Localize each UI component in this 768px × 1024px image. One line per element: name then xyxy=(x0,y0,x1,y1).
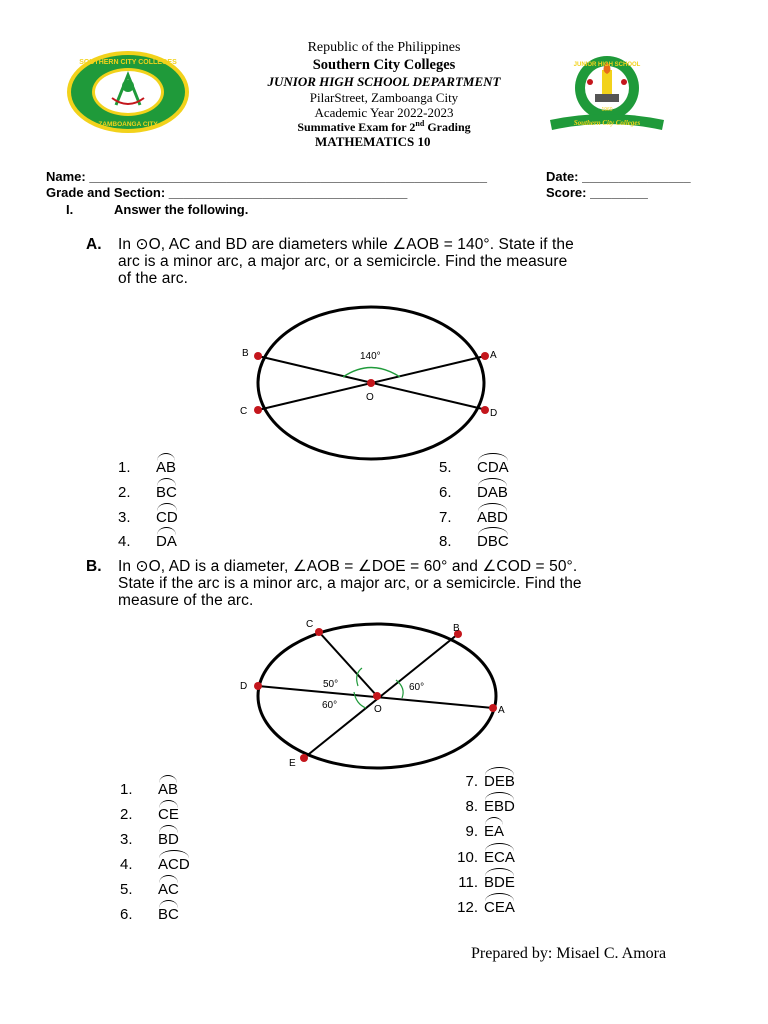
svg-text:Southern City Colleges: Southern City Colleges xyxy=(573,119,641,127)
header-subject: MATHEMATICS 10 xyxy=(315,134,431,149)
part-a-item: 4. DA xyxy=(118,530,177,550)
part-a-letter: A. xyxy=(86,236,102,253)
part-b-item: 4. ACD xyxy=(120,853,190,873)
point-a xyxy=(481,352,489,360)
point-d xyxy=(481,406,489,414)
part-a-line2: arc is a minor arc, a major arc, or a semicircle. Find the measure xyxy=(118,253,568,270)
svg-text:B: B xyxy=(453,623,460,634)
part-b-item: 9. EA xyxy=(430,820,504,840)
svg-text:ZAMBOANGA CITY: ZAMBOANGA CITY xyxy=(98,121,158,128)
part-b-line2: State if the arc is a minor arc, a major arc, or a semicircle. Find the xyxy=(118,575,582,592)
part-a-item: 8. DBC xyxy=(439,530,509,550)
header-school-name: Southern City Colleges xyxy=(312,57,456,73)
part-b-item: 7. DEB xyxy=(430,770,515,790)
svg-text:SOUTHERN CITY COLLEGES: SOUTHERN CITY COLLEGES xyxy=(79,59,177,66)
part-a-item: 5. CDA xyxy=(439,456,509,476)
part-a-item: 2. BC xyxy=(118,481,177,501)
svg-text:C: C xyxy=(240,406,248,417)
point-c xyxy=(315,628,323,636)
point-b xyxy=(254,352,262,360)
svg-text:O: O xyxy=(366,392,374,403)
part-b-item: 6. BC xyxy=(120,903,179,923)
svg-text:A: A xyxy=(490,350,497,361)
svg-text:JUNIOR HIGH SCHOOL: JUNIOR HIGH SCHOOL xyxy=(573,62,641,68)
svg-text:D: D xyxy=(240,681,248,692)
part-b-item: 10. ECA xyxy=(430,846,515,866)
point-a xyxy=(489,704,497,712)
svg-text:1960: 1960 xyxy=(601,107,613,113)
part-b-line3: measure of the arc. xyxy=(118,592,254,609)
score-field[interactable]: Score: ________ xyxy=(546,185,648,200)
part-b-letter: B. xyxy=(86,558,102,575)
svg-text:60°: 60° xyxy=(409,682,425,693)
header-address: PilarStreet, Zamboanga City xyxy=(309,90,459,105)
part-a-item: 6. DAB xyxy=(439,481,508,501)
section-number: I. xyxy=(66,202,74,217)
part-b-item: 3. BD xyxy=(120,828,179,848)
part-b-item: 5. AC xyxy=(120,878,179,898)
prepared-by: Prepared by: Misael C. Amora xyxy=(471,945,667,962)
part-b-item: 11. BDE xyxy=(430,871,515,891)
part-b-circle-diagram xyxy=(236,616,516,772)
point-o xyxy=(373,692,381,700)
part-a-line3: of the arc. xyxy=(118,270,189,287)
point-d xyxy=(254,682,262,690)
point-o xyxy=(367,379,375,387)
part-a-item: 7. ABD xyxy=(439,506,508,526)
angle-label: 140° xyxy=(360,351,381,362)
svg-text:60°: 60° xyxy=(322,700,338,711)
part-a-line1: In ⊙O, AC and BD are diameters while ∠AOB = 140°. State if the xyxy=(118,236,574,253)
header-exam-title: Summative Exam for 2nd Grading xyxy=(297,119,471,134)
part-a-item: 3. CD xyxy=(118,506,178,526)
part-b-item: 1. AB xyxy=(120,778,178,798)
svg-text:O: O xyxy=(374,704,382,715)
part-b-line1: In ⊙O, AD is a diameter, ∠AOB = ∠DOE = 60° and ∠COD = 50°. xyxy=(118,558,578,575)
svg-text:B: B xyxy=(242,348,249,359)
svg-text:E: E xyxy=(289,758,296,769)
point-c xyxy=(254,406,262,414)
name-field[interactable]: Name: _______________________________________________________ xyxy=(46,169,487,184)
svg-text:C: C xyxy=(306,619,314,630)
date-field[interactable]: Date: _______________ xyxy=(546,169,691,184)
section-title: Answer the following. xyxy=(114,202,249,217)
part-a-circle-diagram xyxy=(240,300,510,462)
part-b-item: 12. CEA xyxy=(430,896,515,916)
part-b-item: 2. CE xyxy=(120,803,179,823)
svg-text:D: D xyxy=(490,408,498,419)
header-republic: Republic of the Philippines xyxy=(307,40,461,55)
svg-text:A: A xyxy=(498,705,505,716)
header-department: JUNIOR HIGH SCHOOL DEPARTMENT xyxy=(267,74,501,89)
part-b-item: 8. EBD xyxy=(430,795,515,815)
grade-section-field[interactable]: Grade and Section: _________________________________ xyxy=(46,185,408,200)
header-academic-year: Academic Year 2022-2023 xyxy=(314,105,454,120)
part-a-item: 1. AB xyxy=(118,456,176,476)
point-e xyxy=(300,754,308,762)
svg-text:50°: 50° xyxy=(323,679,339,690)
